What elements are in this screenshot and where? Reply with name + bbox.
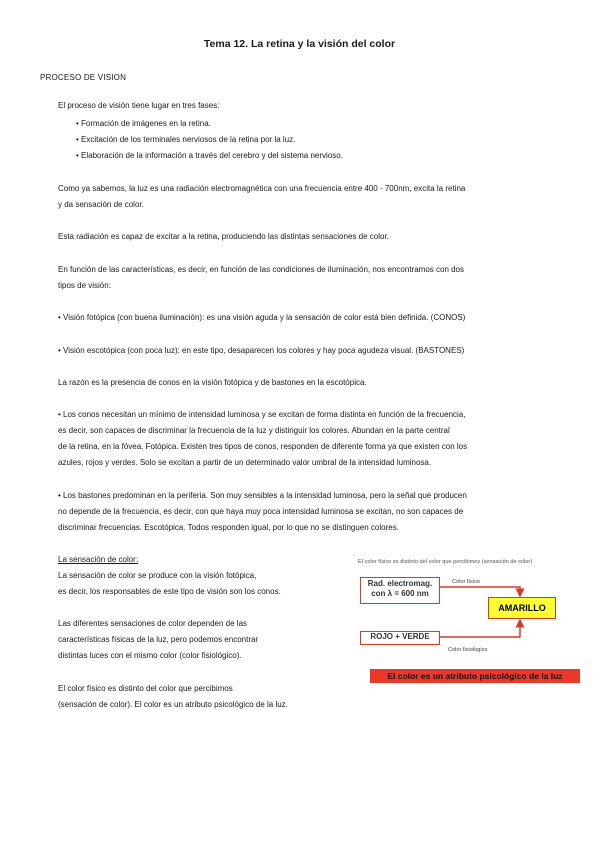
phase-item: • Excitación de los terminales nerviosos de la retina por la luz. xyxy=(76,135,296,144)
amarillo-box: AMARILLO xyxy=(488,597,556,619)
phase-item: • Elaboración de la información a través del cerebro y del sistema nervioso. xyxy=(76,151,343,160)
radiation-label: Rad. electromag. xyxy=(367,579,433,588)
radiation-box xyxy=(360,577,440,604)
paragraph-line: (sensación de color). El color es un atributo psicológico de la luz. xyxy=(58,700,288,709)
arrow-fisico xyxy=(440,587,520,596)
color-fisico-label: Color físico xyxy=(452,579,480,585)
section-heading: PROCESO DE VISION xyxy=(40,73,127,82)
paragraph-line: La razón es la presencia de conos en la visión fotópica y de bastones en la escotópica. xyxy=(58,378,367,387)
subsection-heading: La sensación de color: xyxy=(58,555,139,564)
intro-text: El proceso de visión tiene lugar en tres fases: xyxy=(58,101,220,110)
paragraph-line: Las diferentes sensaciones de color dependen de las xyxy=(58,619,248,628)
arrow-fisiologico xyxy=(440,620,520,637)
phase-item: • Formación de imágenes en la retina. xyxy=(76,119,211,128)
vision-fotopica: • Visión fotópica (con buena iluminación): es una visión aguda y la sensación de color está bien definida. (CONOS) xyxy=(58,313,466,322)
wavelength-label: con λ = 600 nm xyxy=(371,589,429,598)
color-diagram xyxy=(352,559,584,689)
paragraph-line: no depende de la frecuencia, es decir, con que haya muy poca intensidad luminosa se excitan, no son capaces de xyxy=(58,507,464,516)
vision-escotopica: • Visión escotópica (con poca luz): en este tipo, desaparecen los colores y hay poca agudeza visual. (BASTONES) xyxy=(58,346,465,355)
paragraph-line: La sensación de color se produce con la visión fotópica, xyxy=(58,571,257,580)
paragraph-line: es decir, los responsables de este tipo de visión son los conos. xyxy=(58,587,281,596)
paragraph-line: características físicas de la luz, pero podemos encontrar xyxy=(58,635,259,644)
paragraph-line: distintas luces con el mismo color (color fisiológico). xyxy=(58,651,242,660)
paragraph-line: discriminar frecuencias. Escotópica. Todos responden igual, por lo que no se distinguen colores. xyxy=(58,523,399,532)
page-title: Tema 12. La retina y la visión del color xyxy=(203,38,396,50)
paragraph-line: Esta radiación es capaz de excitar a la retina, produciendo las distintas sensaciones de color. xyxy=(58,232,389,241)
rojo-verde-box: ROJO + VERDE xyxy=(360,631,440,645)
paragraph-line: y da sensación de color. xyxy=(58,200,144,209)
banner-psicologico: El color es un atributo psicológico de la luz xyxy=(370,669,580,683)
paragraph-line: azules, rojos y verdes. Solo se excitan a partir de un determinado valor umbral de la intensidad luminosa. xyxy=(58,458,432,467)
paragraph-line: Como ya sabemos, la luz es una radiación electromagnética con una frecuencia entre 400 - 700nm, excita la retina xyxy=(58,184,466,193)
paragraph-line: El color físico es distinto del color que percibimos xyxy=(58,684,233,693)
paragraph-line: tipos de visión: xyxy=(58,281,111,290)
color-fisiologico-label: Color fisiológico xyxy=(448,647,488,653)
paragraph-line: • Los conos necesitan un mínimo de intensidad luminosa y se excitan de forma distinta en función de la frecuencia, xyxy=(58,410,466,419)
paragraph-line: En función de las características, es decir, en función de las condiciones de iluminación, nos encontramos con dos xyxy=(58,265,465,274)
paragraph-line: es decir, son capaces de discriminar la frecuencia de la luz y distinguir los colores. Abundan en la parte central xyxy=(58,426,450,435)
paragraph-line: de la retina, en la fóvea. Fotópica. Existen tres tipos de conos, responden de diferente forma ya que existen con los xyxy=(58,442,468,451)
paragraph-line: • Los bastones predominan en la periferia. Son muy sensibles a la intensidad luminosa, pero la señal que producen xyxy=(58,491,467,500)
figure-caption: El color físico es distinto del color que percibimos (sensación de color) xyxy=(358,559,533,565)
